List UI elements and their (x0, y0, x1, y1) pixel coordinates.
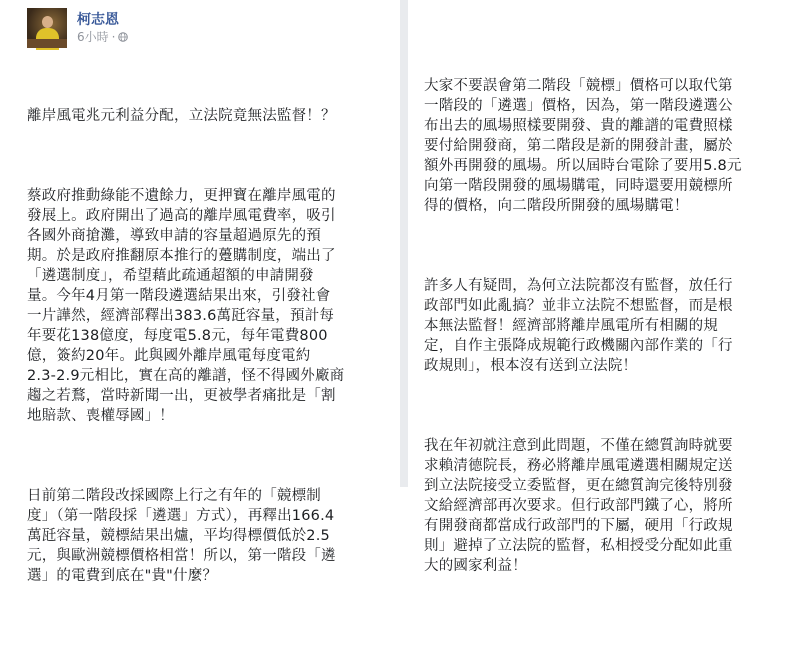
separator-dot: · (111, 30, 116, 44)
post-meta (77, 11, 128, 45)
author-name[interactable]: 柯志恩 (77, 12, 119, 28)
post-body-left (27, 66, 386, 646)
post-title: 離岸風電兆元利益分配，立法院竟無法監督！？ (27, 108, 336, 124)
post-paragraph: 日前第二階段改採國際上行之有年的「競標制 度」（第一階段採「遴選」方式），再釋出166.4 萬瓩容量，競標結果出爐，平均得標價低於2.5 元，與歐洲競標價格相當！所以，第一階段「遴 選」的電費到底在"貴"什麼？ (27, 488, 336, 584)
post-paragraph: 我在年初就注意到此問題，不僅在總質詢時就要 求賴清德院長，務必將離岸風電遴選相關規定送 到立法院接受立委監督，更在總質詢完後特別發 文給經濟部再次要求。但行政部門鐵了心，將所 有開發商都當成行政部門的下屬，硬用「行政規 則」避掉了立法院的監督，私相授受分配如此重 大的國家利益！ (424, 438, 733, 574)
post-body-right (424, 36, 792, 636)
post-paragraph: 大家不要誤會第二階段「競標」價格可以取代第 一階段的「遴選」價格，因為，第一階段遴選公 布出去的風場照樣要開發、貴的離譜的電費照樣 要付給開發商，第二階段是新的開發計畫，屬於 額外再開發的風場。所以屆時台電除了要用5.8元 向第一階段開發的風場購電，同時還要用競標所 得的價格，向二階段所開發的風場購電！ (424, 78, 742, 214)
post-left-column (0, 0, 400, 584)
post-right-column (408, 0, 800, 574)
post-header (27, 8, 386, 48)
avatar[interactable] (27, 8, 67, 48)
post-paragraph: 蔡政府推動綠能不遺餘力，更押寶在離岸風電的 發展上。政府開出了過高的離岸風電費率，吸引 各國外商搶灘，導致申請的容量超過原先的預 期。於是政府推翻原本推行的躉購制度，端出了 「遴選制度」，希望藉此疏通超額的申請開發 量。今年4月第一階段遴選結果出來，引發社會 一片譁然，經濟部釋出383.6萬瓩容量，預計每 年要花138億度，每度電5.8元，每年電費800 億，簽約20年。此與國外離岸風電每度電約 2.3-2.9元相比，實在高的離譜，怪不得國外廠商 趨之若鶩，當時新聞一出，更被學者痛批是「割 地賠款、喪權辱國」！ (27, 188, 345, 424)
globe-icon (118, 32, 128, 42)
post-timestamp[interactable]: 6小時 (77, 30, 109, 44)
post-time-row (77, 29, 128, 45)
post-paragraph: 許多人有疑問，為何立法院都沒有監督，放任行 政部門如此亂搞？並非立法院不想監督，而是根 本無法監督！經濟部將離岸風電所有相關的規 定，自作主張降成規範行政機關內部作業的「行 政規則」，根本沒有送到立法院！ (424, 278, 733, 374)
column-divider (400, 0, 408, 487)
